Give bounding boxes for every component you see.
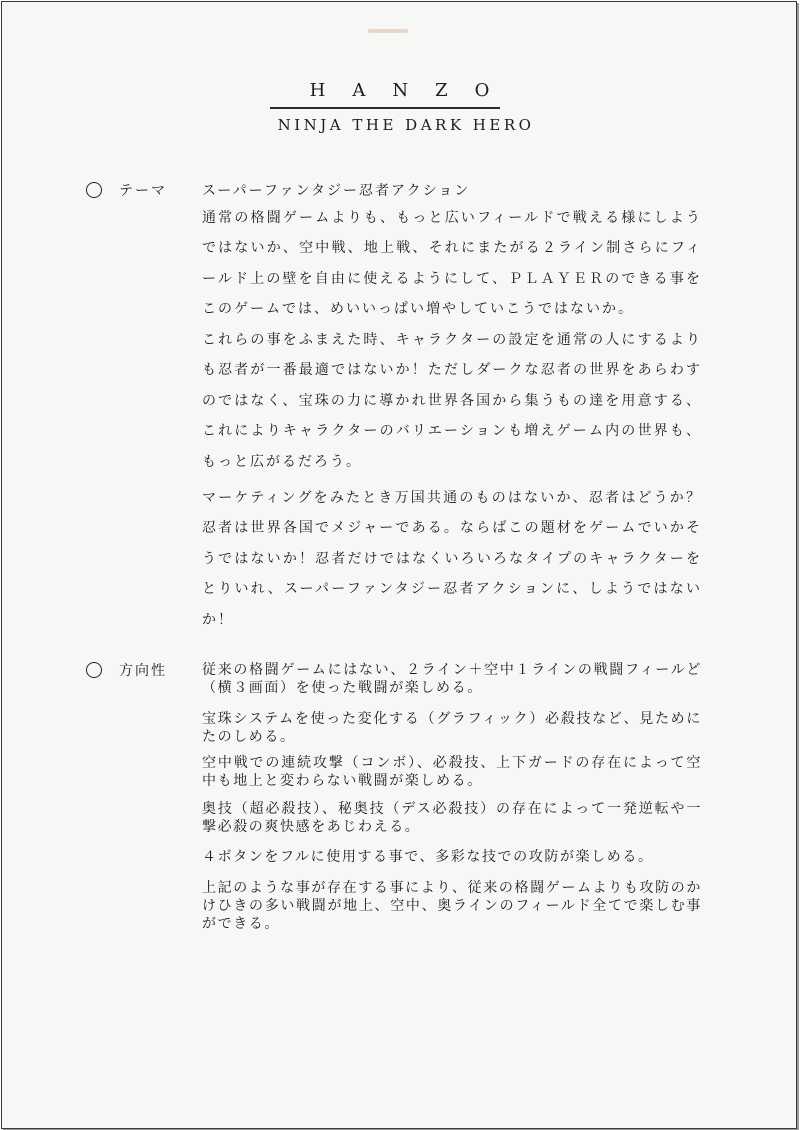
staple-mark <box>368 29 408 33</box>
direction-paragraph: 宝珠システムを使った変化する（グラフィック）必殺技など、見ためにたのしめる。 <box>202 711 702 745</box>
direction-paragraph: 上記のような事が存在する事により、従来の格闘ゲームよりも攻防のかけひきの多い戦闘が地上、空中、奥ラインのフィールド全てで楽しむ事ができる。 <box>202 880 702 932</box>
document-title: HANZO <box>309 80 517 101</box>
theme-paragraph: マーケティングをみたとき万国共通のものはないか、忍者はどうか？忍者は世界各国でメジャーである。ならばこの題材をゲームでいかそうではないか！忍者だけではなくいろいろなタイプのキャラクターをとりいれ、スーパーファンタジー忍者アクションに、しようではないか！ <box>202 490 702 628</box>
theme-paragraph: これらの事をふまえた時、キャラクターの設定を通常の人にするよりも忍者が一番最適ではないか！ただしダークな忍者の世界をあらわすのではなく、宝珠の力に導かれ世界各国から集うもの達を用意する、これによりキャラクターのバリエーションも増えゲーム内の世界も、もっと広がるだろう。 <box>202 332 702 470</box>
direction-bullet-icon <box>86 662 102 678</box>
document-subtitle: NINJA THE DARK HERO <box>277 116 535 134</box>
direction-heading: 方向性 <box>119 663 167 679</box>
direction-paragraph: 空中戦での連続攻撃（コンボ）、必殺技、上下ガードの存在によって空中も地上と変わらない戦闘が楽しめる。 <box>202 755 702 789</box>
theme-lead: スーパーファンタジー忍者アクション <box>202 183 471 199</box>
direction-paragraph: 従来の格闘ゲームにはない、２ライン＋空中１ラインの戦闘フィールど（横３画面）を使った戦闘が楽しめる。 <box>202 662 702 696</box>
theme-heading: テーマ <box>119 183 167 199</box>
document-page <box>1 1 797 1129</box>
theme-paragraph: 通常の格闘ゲームよりも、もっと広いフィールドで戦える様にしようではないか、空中戦、地上戦、それにまたがる２ライン制さらにフィールド上の壁を自由に使えるようにして、ＰＬＡＹＥＲのできる事をこのゲームでは、めいいっぱい増やしていこうではないか。 <box>202 210 702 318</box>
direction-paragraph: ４ボタンをフルに使用する事で、多彩な技での攻防が楽しめる。 <box>202 849 654 865</box>
direction-paragraph: 奥技（超必殺技）、秘奥技（デス必殺技）の存在によって一発逆転や一撃必殺の爽快感をあじわえる。 <box>202 801 702 835</box>
theme-bullet-icon <box>86 182 102 198</box>
title-underline <box>270 107 500 109</box>
